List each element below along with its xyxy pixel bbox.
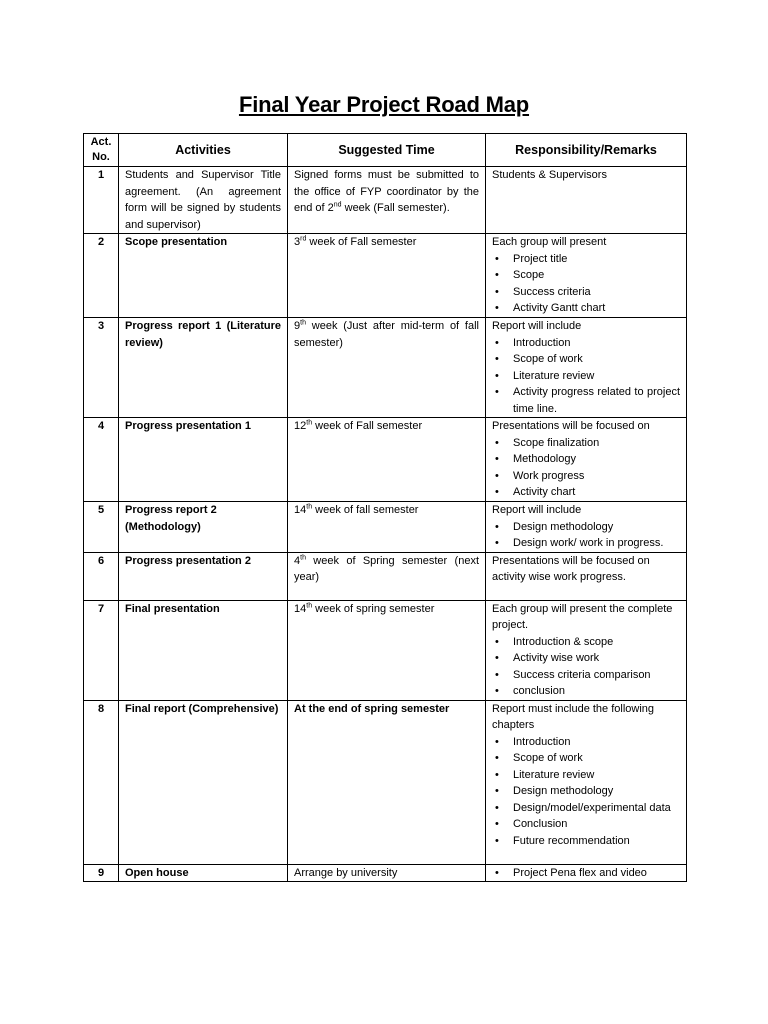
bullet-item: • Activity progress related to project time line. [492,384,680,417]
bullet-item: • Methodology [492,451,680,468]
remarks-cell [486,502,687,553]
table-row [84,864,687,882]
table-row [84,167,687,234]
remarks-cell [486,418,687,502]
ordinal-suffix: th [306,419,313,427]
bullet-item: • Activity Gantt chart [492,300,680,317]
bullet-item: • Introduction [492,335,680,352]
time-text-rest: week of Fall semester [306,236,417,248]
remarks-intro: Each group will present [492,236,607,248]
remarks-bullet-list [492,734,680,850]
bullet-item: • conclusion [492,683,680,700]
activity-cell: Scope presentation [119,234,288,318]
act-number: 8 [84,700,119,864]
roadmap-table [83,133,687,882]
suggested-time-cell [288,700,486,864]
remarks-intro: Students & Supervisors [492,169,607,181]
bullet-item: • Scope of work [492,750,680,767]
suggested-time-cell [288,167,486,234]
ordinal-suffix: nd [333,201,342,209]
remarks-cell [486,600,687,700]
ordinal-suffix: th [306,601,313,609]
remarks-intro: Presentations will be focused on activity wise work progress. [492,554,650,583]
bullet-item: • Introduction & scope [492,634,680,651]
bullet-item: • Activity chart [492,484,680,501]
act-number: 5 [84,502,119,553]
bullet-item: • Design methodology [492,783,680,800]
table-row [84,600,687,700]
bullet-item: • Scope [492,267,680,284]
activity-cell: Progress presentation 2 [119,552,288,600]
act-number: 1 [84,167,119,234]
act-number: 3 [84,318,119,418]
activity-cell: Final report (Comprehensive) [119,700,288,864]
table-row [84,234,687,318]
suggested-time-cell [288,418,486,502]
time-text: 4 [294,554,301,567]
bullet-item: • Project Pena flex and video [492,865,680,882]
remarks-bullet-list [492,519,680,552]
bullet-item: • Scope of work [492,351,680,368]
bullet-item: • Introduction [492,734,680,751]
time-text: 3 [294,236,301,248]
page-title: Final Year Project Road Map [238,92,530,117]
remarks-bullet-list [492,335,680,418]
remarks-intro: Each group will present the complete project. [492,602,673,631]
header-activities: Activities [119,134,288,167]
act-number: 9 [84,864,119,882]
table-header-row [84,134,687,167]
time-text-rest: week (Just after mid-term of fall semester) [294,320,479,349]
remarks-intro: Report will include [492,504,582,516]
remarks-cell [486,318,687,418]
suggested-time-cell [288,864,486,882]
time-text-rest: week of Fall semester [312,420,423,432]
act-number: 6 [84,552,119,600]
suggested-time-cell [288,552,486,600]
bullet-item: • Literature review [492,368,680,385]
time-text: Signed forms must be submitted to the office of FYP coordinator by the end of 2 [294,169,479,214]
header-act-no: Act. No. [84,134,119,167]
activity-cell: Progress presentation 1 [119,418,288,502]
table-row [84,502,687,553]
remarks-intro: Presentations will be focused on [492,420,650,432]
table-row [84,318,687,418]
suggested-time-cell [288,502,486,553]
bullet-item: • Future recommendation [492,833,680,850]
remarks-cell [486,864,687,882]
suggested-time-cell [288,234,486,318]
remarks-cell [486,234,687,318]
time-text: Arrange by university [294,866,398,879]
remarks-cell [486,700,687,864]
activity-cell: Open house [119,864,288,882]
remarks-bullet-list [492,634,680,700]
table-row [84,418,687,502]
suggested-time-cell [288,600,486,700]
ordinal-suffix: th [306,503,313,511]
bullet-item: • Design methodology [492,519,680,536]
remarks-intro: Report must include the following chapters [492,702,655,731]
bullet-item: • Design work/ work in progress. [492,535,680,552]
activity-cell: Progress report 2 (Methodology) [119,502,288,553]
ordinal-suffix: th [300,319,306,327]
remarks-intro: Report will include [492,320,582,332]
ordinal-suffix: rd [300,235,307,243]
act-number: 7 [84,600,119,700]
act-number: 2 [84,234,119,318]
bullet-item: • Work progress [492,468,680,485]
bullet-item: • Design/model/experimental data [492,800,680,817]
bullet-item: • Project title [492,251,680,268]
activity-cell: Final presentation [119,600,288,700]
remarks-bullet-list [492,435,680,501]
header-suggested-time: Suggested Time [288,134,486,167]
time-text: 9 [294,320,301,332]
bullet-item: • Activity wise work [492,650,680,667]
remarks-cell [486,552,687,600]
bullet-item: • Success criteria comparison [492,667,680,684]
activity-cell: Students and Supervisor Title agreement. (An agreement form will be signed by students and supervisor) [119,167,288,234]
table-row [84,700,687,864]
time-text-rest: week of spring semester [312,602,435,615]
header-remarks: Responsibility/Remarks [486,134,687,167]
bullet-item: • Success criteria [492,284,680,301]
bullet-item: • Literature review [492,767,680,784]
remarks-bullet-list [492,251,680,317]
bullet-item: • Scope finalization [492,435,680,452]
time-text-rest: week of fall semester [312,504,419,516]
ordinal-suffix: th [300,553,306,561]
time-text: 14 [294,602,307,615]
time-text: 12 [294,420,307,432]
remarks-cell [486,167,687,234]
time-text: At the end of spring semester [294,702,450,715]
act-number: 4 [84,418,119,502]
bullet-item: • Conclusion [492,816,680,833]
table-row [84,552,687,600]
remarks-bullet-list [492,865,680,882]
time-text-rest: week of Spring semester (next year) [294,554,479,583]
time-text: 14 [294,504,307,516]
suggested-time-cell [288,318,486,418]
time-text-rest: week (Fall semester). [341,202,450,214]
activity-cell: Progress report 1 (Literature review) [119,318,288,418]
